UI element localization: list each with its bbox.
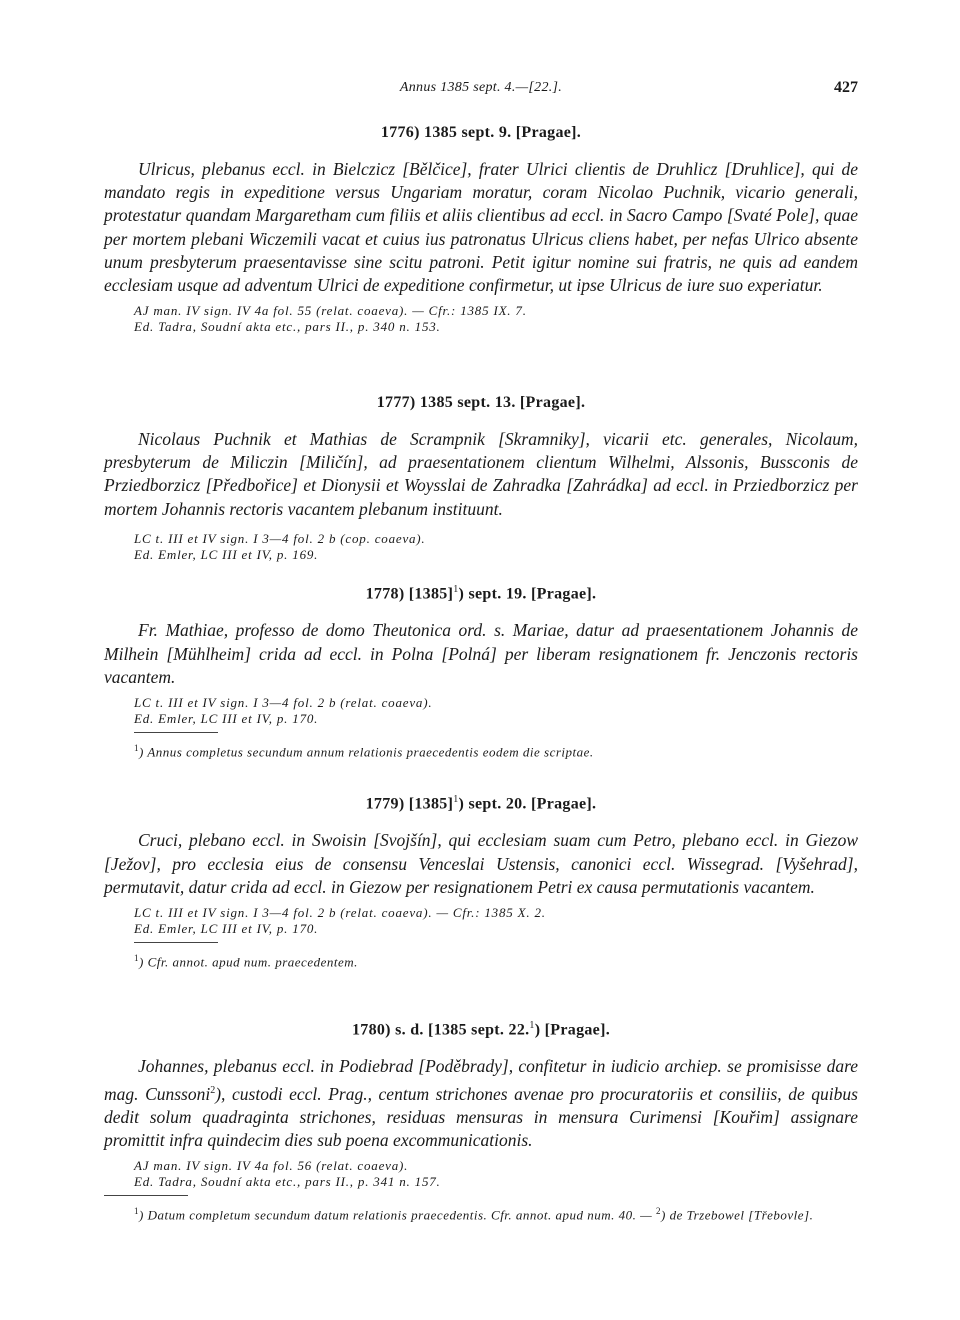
edition-line: Ed. Tadra, Soudní akta etc., pars II., p. 340 n. 153. [134, 319, 441, 335]
source-line: LC t. III et IV sign. I 3—4 fol. 2 b (relat. coaeva). — Cfr.: 1385 X. 2. [134, 904, 546, 920]
entry-heading: 1778) $[1385]^1$) sept. 19. [Pragae]. [365, 584, 597, 603]
entry-heading: 1776) 1385 sept. 9. [Pragae]. [380, 124, 582, 141]
running-head [104, 80, 858, 104]
source-block [134, 303, 858, 335]
entry-1777 [104, 394, 858, 563]
source-block [134, 695, 858, 727]
source-line: LC t. III et IV sign. I 3—4 fol. 2 b (cop. coaeva). [134, 530, 426, 546]
entry-text: Johannes, plebanus eccl. in Podiebrad [Poděbrady], confitetur in iudicio archiep. se promisisse dare mag. Cunssoni$^2$), custodi eccl. Prag., centum strichones avenae pro procuratoriis et consiliis, de quibus dedit solum quadraginta strichones, residuas mensuras in mensura Curimensi [Kouřim] assignare promittit infra quindecim dies sub poena excommunicationis. [104, 1056, 858, 1150]
edition-line: Ed. Emler, LC III et IV, p. 170. [134, 710, 319, 726]
running-title: Annus 1385 sept. 4.—[22.]. [399, 80, 563, 95]
entry-1780 [104, 1020, 858, 1223]
source-line: LC t. III et IV sign. I 3—4 fol. 2 b (relat. coaeva). [134, 694, 433, 710]
entry-1779 [104, 794, 858, 970]
entry-text: Fr. Mathiae, professo de domo Theutonica ord. s. Mariae, datur ad praesentationem Johannis de Milhein [Mühlheim] crida ad eccl. in Polna [Polná] per liberam resignationem fr. Jenczonis rectoris vacantem. [104, 620, 858, 687]
source-block [134, 531, 858, 563]
page-number: 427 [834, 79, 858, 96]
edition-line: Ed. Tadra, Soudní akta etc., pars II., p. 341 n. 157. [134, 1173, 441, 1189]
entry-1776 [104, 124, 858, 335]
entry-heading: 1779) $[1385]^1$) sept. 20. [Pragae]. [365, 794, 597, 813]
entry-heading: 1780) s. d. [1385 sept. 22.$^1$) [Pragae]. [351, 1020, 610, 1039]
footnote: $^1$) Annus completus secundum annum relationis praecedentis eodem die scriptae. [134, 742, 594, 760]
entry-heading: 1777) 1385 sept. 13. [Pragae]. [376, 394, 586, 411]
entry-text: Cruci, plebano eccl. in Swoisin [Svojšín], qui ecclesiam suam cum Petro, plebano eccl. in Giezow [Ježov], pro ecclesia eius de consensu Venceslai Ustensis, canonici eccl. Wissegrad. [Vyšehrad], permutavit, datur crida ad eccl. in Giezow per resignationem Petri ex causa permutationis vacantem. [104, 830, 858, 897]
source-line: AJ man. IV sign. IV 4a fol. 55 (relat. coaeva). — Cfr.: 1385 IX. 7. [134, 303, 527, 319]
footnote-rule [134, 942, 218, 943]
edition-line: Ed. Emler, LC III et IV, p. 170. [134, 920, 319, 936]
entry-text: Nicolaus Puchnik et Mathias de Scrampnik [Skramniky], vicarii etc. generales, Nicolaum, presbyterum de Miliczin [Miličín], ad praesentationem clientum Wilhelmi, Alssonis, Bussconis de Prziedborzicz [Předbořice] et Dionysii et Woysslai de Zahradka [Zahrádka] ad eccl. in Prziedborzicz per mortem Johannis rectoris vacantem plebanum instituunt. [104, 429, 858, 519]
source-line: AJ man. IV sign. IV 4a fol. 56 (relat. coaeva). [134, 1157, 409, 1173]
footnote-rule [104, 1195, 188, 1196]
footnote-rule [134, 732, 218, 733]
source-block [134, 905, 858, 937]
source-block [134, 1158, 858, 1190]
footnote: $^1$) Cfr. annot. apud num. praecedentem. [134, 952, 358, 970]
footnote: $^1$) Datum completum secundum datum relationis praecedentis. Cfr. annot. apud num. 40. — $^2$) de Trzebowel [Třebovle]. [134, 1205, 814, 1223]
entry-1778 [104, 584, 858, 760]
entry-text: Ulricus, plebanus eccl. in Bielczicz [Bělčice], frater Ulrici clientis de Druhlicz [Druhlice], qui de mandato regis in expeditione versus Ungariam moratur, coram Nicolao Puchnik, vicario generali, protestatur quandam Margaretham cum filiis et aliis clientibus ad eccl. in Sacro Campo [Svaté Pole], quae per mortem plebani Wiczemili vacat et cuius ius patronatus Ulricus cliens habet, per nefas Ulrico absente unum presbyterum praesentavisse sine scitu patroni. Petit igitur nomine sui fratris, ne quis ad eandem ecclesiam usque ad adventum Ulrici de expeditione confirmetur, ut ipse Ulricus de iure suo experiatur. [104, 159, 858, 296]
edition-line: Ed. Emler, LC III et IV, p. 169. [134, 546, 319, 562]
